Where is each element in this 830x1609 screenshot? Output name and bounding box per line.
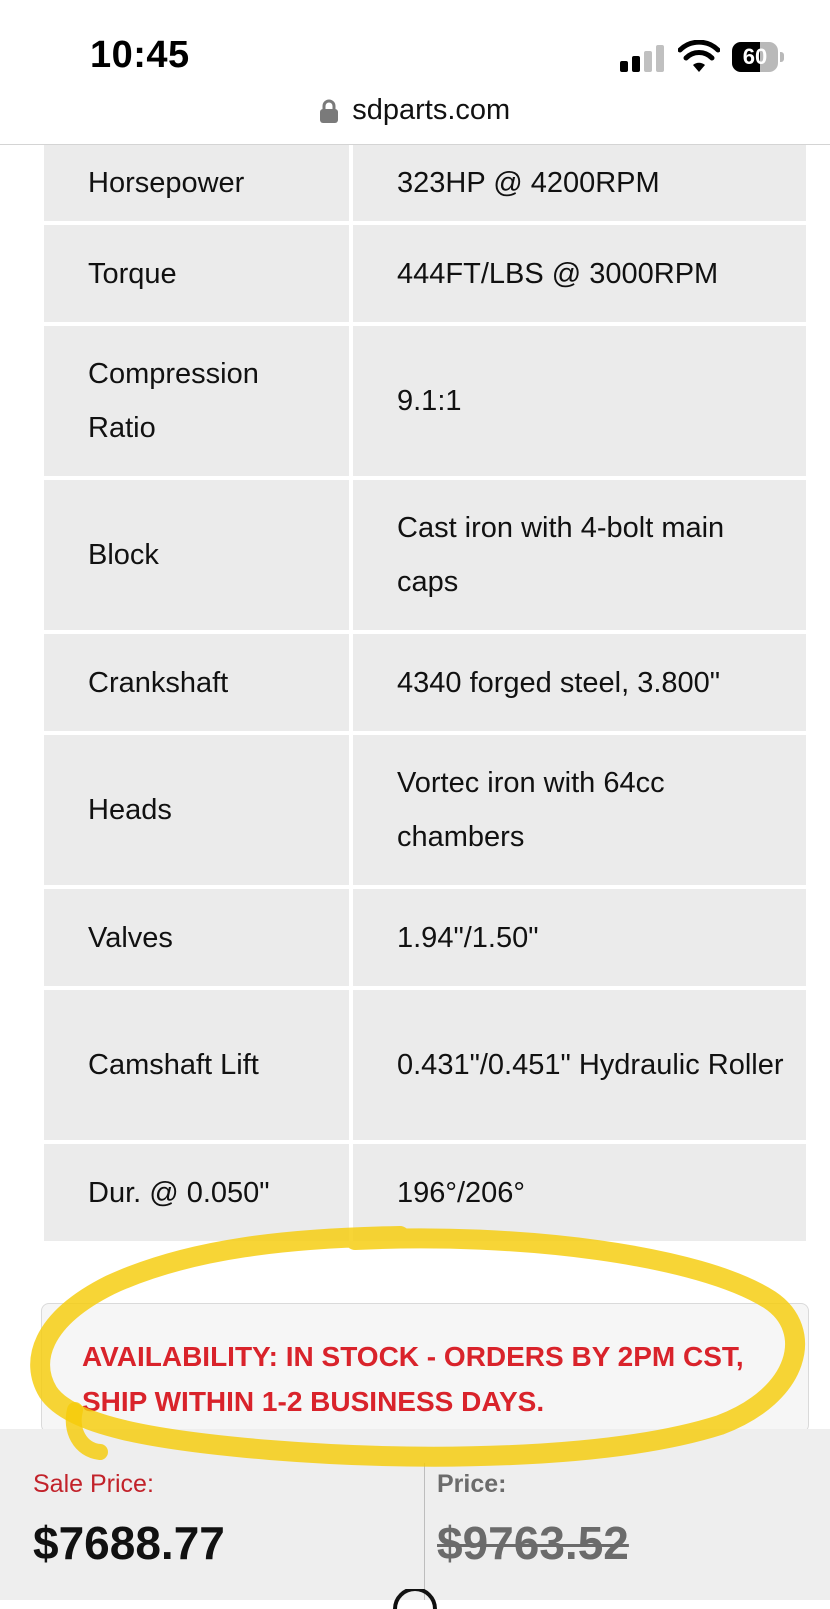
spec-label: Block [44,480,349,630]
price-bar [0,1429,830,1600]
spec-label: Valves [44,889,349,986]
sale-price-label: Sale Price: [33,1470,154,1498]
battery-icon [732,42,784,72]
battery-level: 60 [742,44,768,69]
spec-label: Compression Ratio [44,326,349,476]
wifi-icon [678,40,720,74]
spec-label: Crankshaft [44,634,349,731]
table-row [44,889,806,986]
address-bar[interactable] [0,92,830,145]
spec-value: 1.94"/1.50" [353,889,806,986]
table-row [44,225,806,322]
spec-label: Horsepower [44,145,349,221]
table-row [44,145,806,221]
table-row [44,326,806,476]
spec-label: Camshaft Lift [44,990,349,1140]
availability-line-2: SHIP WITHIN 1-2 BUSINESS DAYS. [82,1386,545,1417]
status-time: 10:45 [90,34,190,76]
status-bar [0,0,830,92]
spec-value: 0.431"/0.451" Hydraulic Roller [353,990,806,1140]
spec-value: 196°/206° [353,1144,806,1241]
spec-value: Cast iron with 4-bolt main caps [353,480,806,630]
regular-price-label: Price: [437,1470,507,1498]
table-row [44,634,806,731]
spec-label: Dur. @ 0.050" [44,1144,349,1241]
url-text: sdparts.com [352,94,511,126]
availability-notice [41,1303,809,1433]
spec-label: Heads [44,735,349,885]
price-divider [424,1463,425,1600]
table-row [44,735,806,885]
spec-value: Vortec iron with 64cc chambers [353,735,806,885]
spec-value: 9.1:1 [353,326,806,476]
table-row [44,1144,806,1241]
spec-label: Torque [44,225,349,322]
cellular-signal-icon [620,44,668,72]
regular-price-value: $9763.52 [437,1517,629,1569]
spec-value: 323HP @ 4200RPM [353,145,806,221]
spec-value: 4340 forged steel, 3.800" [353,634,806,731]
spec-value: 444FT/LBS @ 3000RPM [353,225,806,322]
spec-table [44,145,806,1245]
availability-line-1: AVAILABILITY: IN STOCK - ORDERS BY 2PM CST, [82,1341,744,1372]
table-row [44,990,806,1140]
lock-icon [320,99,338,123]
sale-price-value: $7688.77 [33,1517,225,1569]
help-circle-icon[interactable] [390,1589,440,1609]
table-row [44,480,806,630]
